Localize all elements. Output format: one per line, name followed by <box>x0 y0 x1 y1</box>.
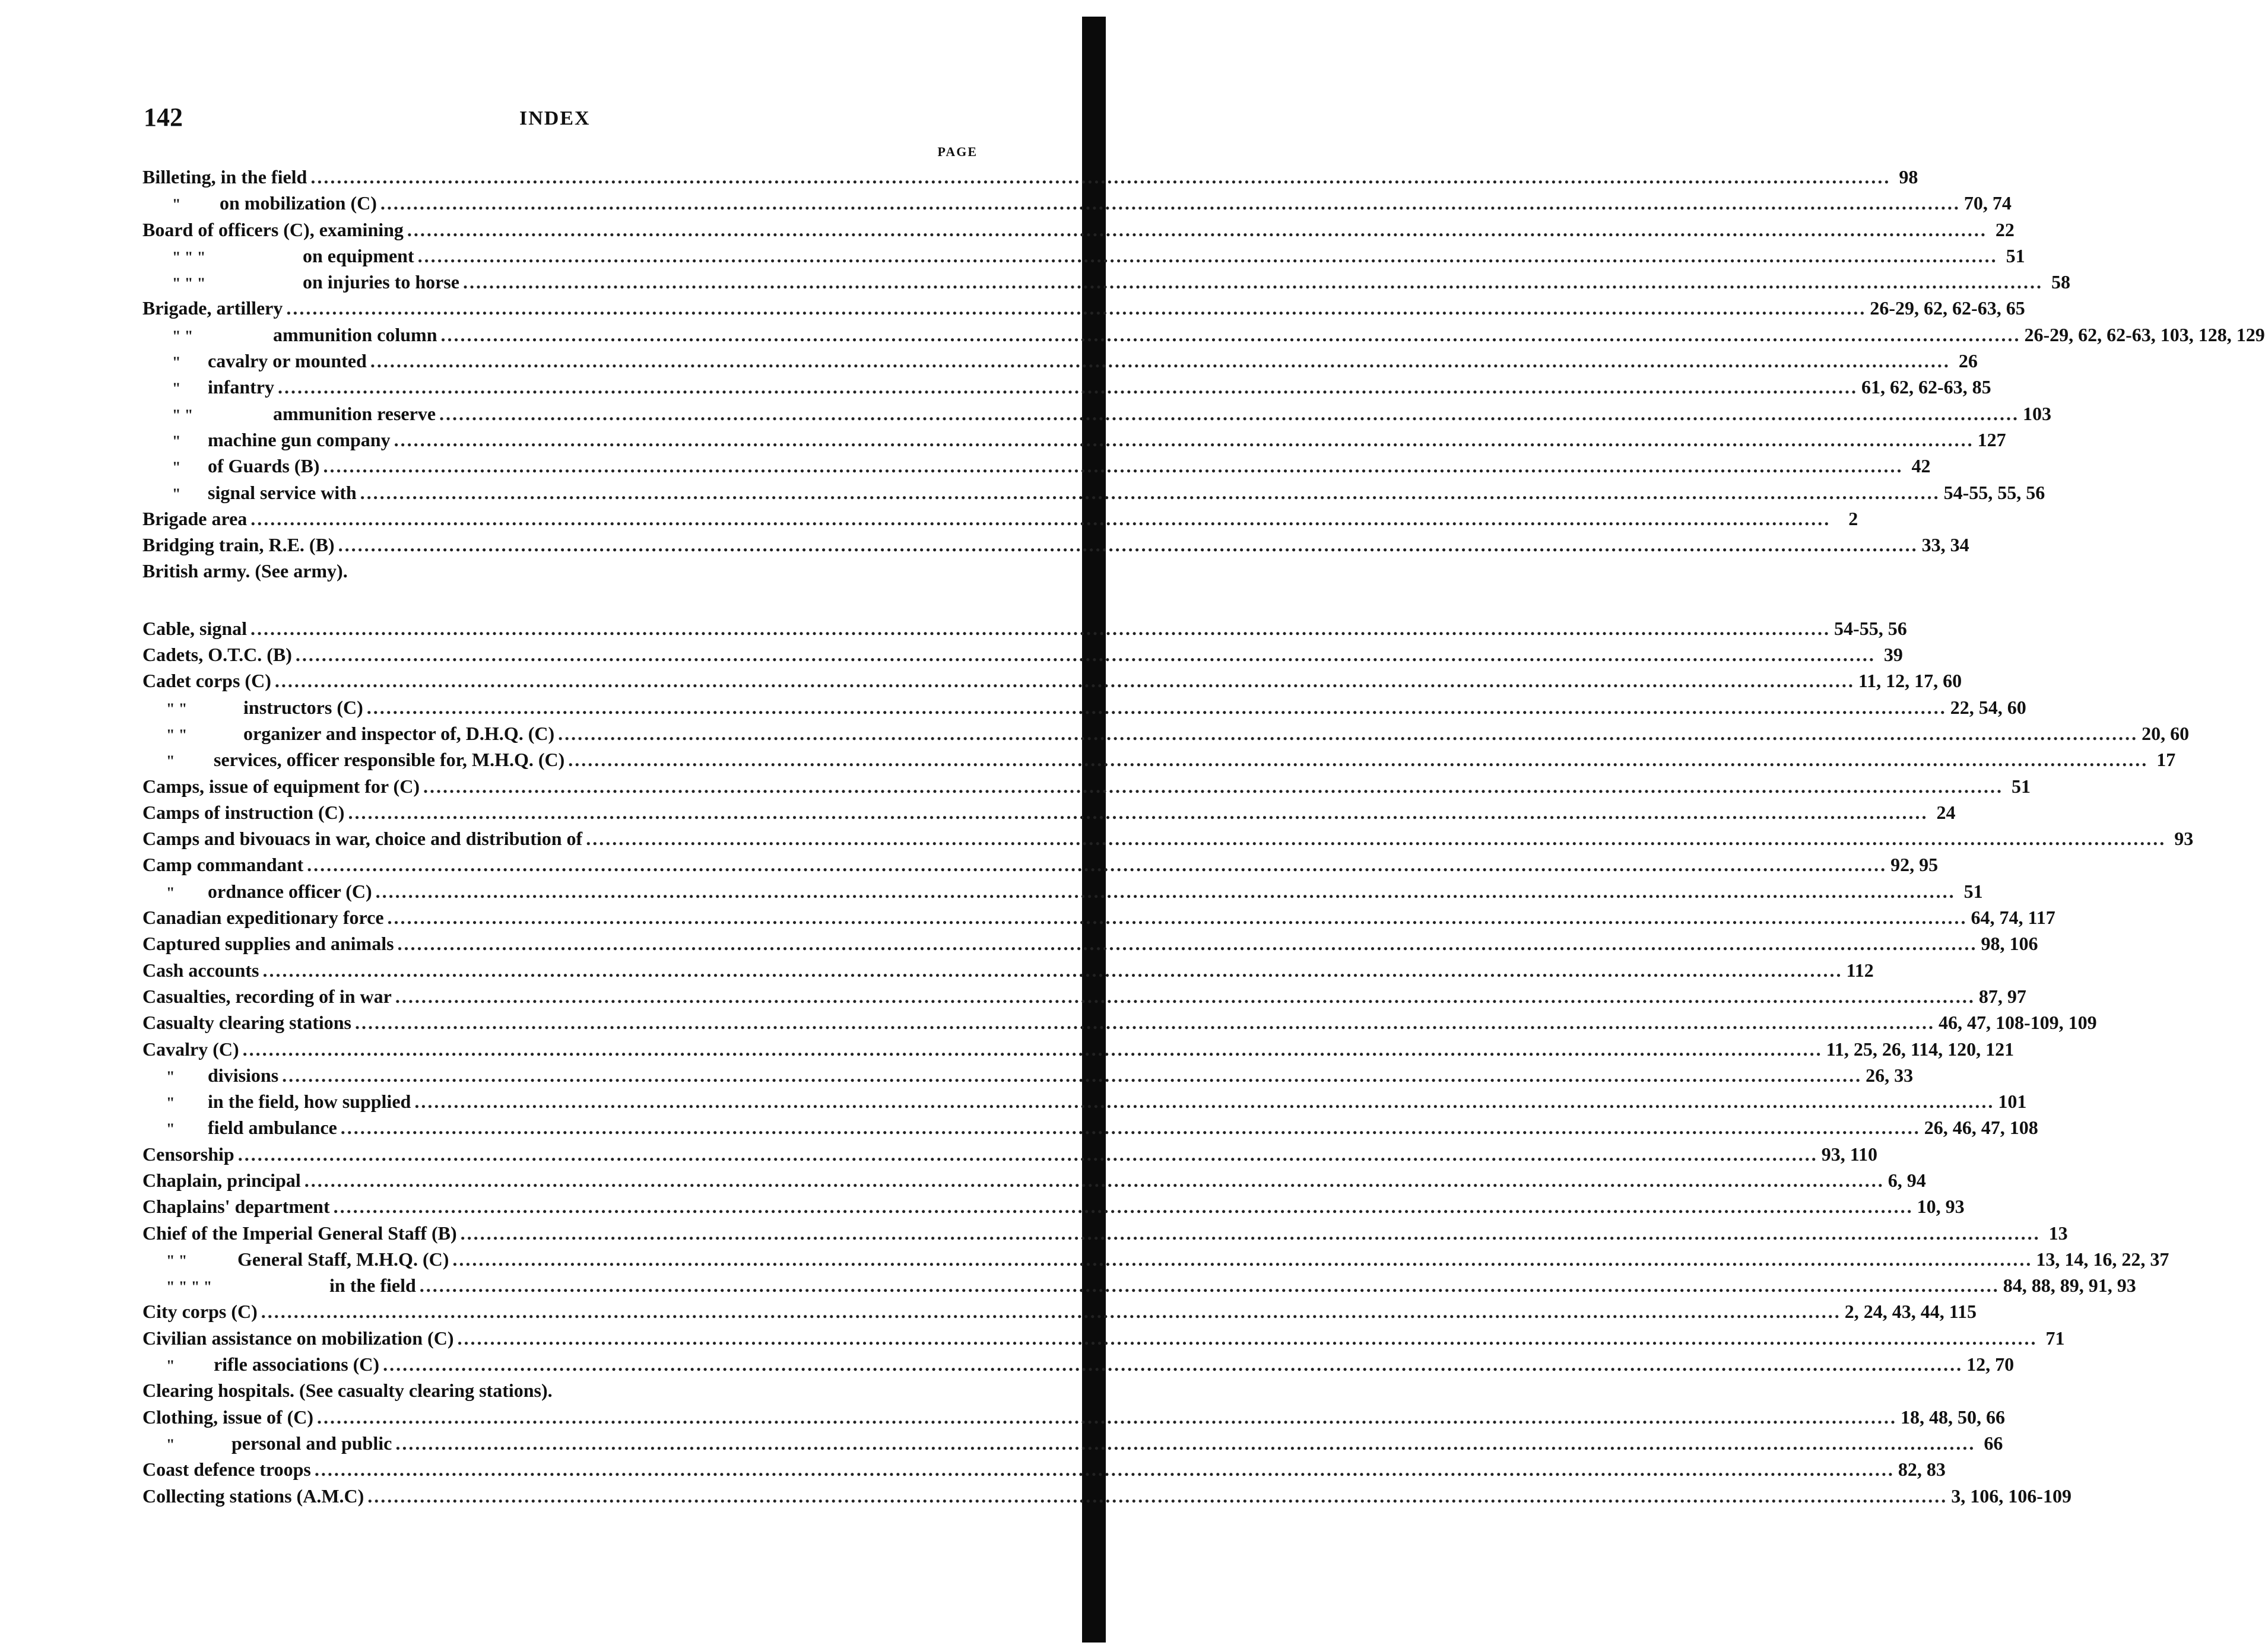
dot-leader <box>296 644 1876 666</box>
dot-leader <box>380 192 1961 214</box>
dot-leader <box>414 1091 1994 1113</box>
ditto-marks: " <box>166 1435 175 1453</box>
ditto-marks: " <box>172 196 181 214</box>
dot-leader <box>461 1222 2041 1244</box>
page-references: 51 <box>2006 244 2025 266</box>
index-term: Board of officers (C), examining <box>142 218 404 240</box>
ditto-marks: " <box>172 432 181 450</box>
ditto-marks: " " <box>166 1251 188 1269</box>
dot-leader <box>457 1327 2037 1349</box>
dot-leader <box>568 749 2148 771</box>
index-term: Camp commandant <box>142 854 304 876</box>
index-entry <box>142 722 2190 749</box>
ditto-marks: " <box>166 752 175 770</box>
page-references: 98, 106 <box>1981 933 2038 955</box>
index-term: Chief of the Imperial General Staff (B) <box>142 1222 457 1244</box>
dot-leader <box>238 1143 1818 1165</box>
page-references: 54-55, 56 <box>1834 617 1907 639</box>
index-term: on mobilization (C) <box>220 192 377 214</box>
page-references: 66 <box>1984 1432 2003 1454</box>
dot-leader <box>463 271 2043 293</box>
index-term: Chaplain, principal <box>142 1169 301 1191</box>
index-term: British army. (See army). <box>142 560 348 582</box>
dot-leader <box>341 1117 1921 1139</box>
dot-leader <box>317 1406 1897 1428</box>
index-term: ammunition reserve <box>273 402 436 424</box>
index-term: Casualties, recording of in war <box>142 985 392 1007</box>
index-term: City corps (C) <box>142 1301 258 1323</box>
index-entry <box>142 1459 1946 1485</box>
index-entry <box>142 1354 2015 1380</box>
ditto-marks: " <box>166 1357 175 1375</box>
index-entry <box>142 907 2055 933</box>
page-references: 17 <box>2156 749 2176 771</box>
ditto-marks: " " <box>172 406 193 424</box>
index-term: Civilian assistance on mobilization (C) <box>142 1327 454 1349</box>
page-references: 26-29, 62, 62-63, 103, 128, 129 <box>2024 323 2265 345</box>
page-references: 98 <box>1899 166 1918 188</box>
index-entry <box>142 985 2026 1012</box>
page-references: 71 <box>2045 1327 2065 1349</box>
index-term: on equipment <box>303 244 414 266</box>
index-term: Censorship <box>142 1143 234 1165</box>
index-term: Bridging train, R.E. (B) <box>142 534 335 556</box>
dot-leader <box>440 324 2020 346</box>
ditto-marks: " " <box>166 726 188 744</box>
dot-leader <box>338 534 1918 556</box>
page-references: 93, 110 <box>1821 1143 1877 1165</box>
index-entry <box>142 376 1991 402</box>
index-term: field ambulance <box>208 1117 337 1139</box>
index-entry <box>142 534 1969 560</box>
index-entry <box>142 455 1931 481</box>
page-references: 20, 60 <box>2142 722 2190 744</box>
page-references: 46, 47, 108-109, 109 <box>1939 1012 2097 1034</box>
index-entry <box>142 1406 2006 1432</box>
index-term: Canadian expeditionary force <box>142 907 384 929</box>
index-entry <box>142 297 2025 323</box>
page-references: 13 <box>2048 1222 2068 1244</box>
index-entry <box>142 1327 2065 1354</box>
dot-leader <box>261 1301 1841 1323</box>
page-number: 142 <box>144 103 183 132</box>
dot-leader <box>243 1038 1823 1060</box>
page-references: 101 <box>1998 1091 2027 1113</box>
page-references: 54-55, 55, 56 <box>1943 481 2045 503</box>
dot-leader <box>367 697 1947 719</box>
running-head: INDEX <box>519 107 591 129</box>
index-term: Collecting stations (A.M.C) <box>142 1485 364 1507</box>
page-references: 42 <box>1911 455 1931 477</box>
ditto-marks: " <box>166 884 175 901</box>
index-entry <box>142 507 1858 534</box>
index-term: infantry <box>208 376 274 398</box>
index-term: Coast defence troops <box>142 1459 311 1481</box>
index-term: Chaplains' department <box>142 1196 330 1218</box>
index-entry <box>142 218 2015 245</box>
index-entry <box>142 1143 1877 1170</box>
index-entry <box>142 560 979 586</box>
dot-leader <box>395 1432 1975 1454</box>
index-entry <box>142 350 1978 376</box>
index-entry <box>142 1169 1926 1196</box>
page-references: 51 <box>2011 775 2031 797</box>
ditto-marks: " " " <box>172 275 206 293</box>
page-references: 11, 25, 26, 114, 120, 121 <box>1826 1038 2015 1060</box>
page-references: 18, 48, 50, 66 <box>1901 1406 2006 1428</box>
index-entry <box>142 959 1874 986</box>
index-entry <box>142 749 2176 775</box>
index-entry <box>142 402 2052 429</box>
dot-leader <box>367 1485 1947 1507</box>
ditto-marks: " " " " <box>166 1278 212 1296</box>
index-term: Cable, signal <box>142 617 248 639</box>
index-term: instructors (C) <box>243 696 363 718</box>
dot-leader <box>558 723 2138 745</box>
index-entry <box>142 1091 2027 1117</box>
ditto-marks: " " <box>172 327 193 345</box>
index-term: divisions <box>208 1064 279 1086</box>
index-entry <box>142 1196 1965 1222</box>
index-entry <box>142 1038 2015 1065</box>
ditto-marks: " <box>166 1068 175 1085</box>
index-entry <box>142 271 2070 297</box>
index-entry <box>142 1222 2068 1248</box>
page-references: 22, 54, 60 <box>1950 696 2026 718</box>
dot-leader <box>420 1275 2000 1297</box>
index-entry <box>142 1275 2136 1301</box>
page-references: 24 <box>1936 801 1956 823</box>
index-term: Billeting, in the field <box>142 166 307 188</box>
index-term: organizer and inspector of, D.H.Q. (C) <box>243 722 555 744</box>
index-term: Casualty clearing stations <box>142 1012 351 1034</box>
dot-leader <box>307 854 1887 876</box>
index-term: machine gun company <box>208 428 391 450</box>
dot-leader <box>370 350 1950 372</box>
index-entry <box>142 1064 1914 1091</box>
dot-leader <box>250 618 1831 640</box>
index-term: Cavalry (C) <box>142 1038 239 1060</box>
page-references: 93 <box>2174 828 2194 850</box>
dot-leader <box>334 1196 1914 1218</box>
dot-leader <box>262 960 1842 981</box>
dot-leader <box>275 670 1855 692</box>
index-entry <box>142 828 2194 854</box>
index-term: Camps and bivouacs in war, choice and distribution of <box>142 828 583 850</box>
index-entries <box>142 166 2265 1511</box>
page-references: 22 <box>1995 218 2015 240</box>
index-entry <box>142 481 2045 508</box>
index-term: rifle associations (C) <box>214 1354 380 1375</box>
index-entry <box>142 1380 979 1406</box>
dot-leader <box>355 1012 1935 1034</box>
index-term: General Staff, M.H.Q. (C) <box>237 1248 449 1270</box>
dot-leader <box>388 907 1968 929</box>
dot-leader <box>418 245 1998 267</box>
index-entry <box>142 166 1918 192</box>
index-entry <box>142 1301 1977 1327</box>
page-references: 6, 94 <box>1888 1169 1926 1191</box>
page-references: 10, 93 <box>1917 1196 1965 1218</box>
index-term: on injuries to horse <box>303 271 459 293</box>
page-references: 127 <box>1977 428 2006 450</box>
index-term: in the field, how supplied <box>208 1091 411 1113</box>
page-references: 61, 62, 62-63, 85 <box>1861 376 1991 398</box>
page-references: 33, 34 <box>1921 534 1969 556</box>
page-references: 82, 83 <box>1898 1459 1946 1481</box>
dot-leader <box>282 1065 1862 1086</box>
index-entry <box>142 933 2038 959</box>
index-term: Cadets, O.T.C. (B) <box>142 644 292 666</box>
dot-leader <box>304 1170 1885 1192</box>
index-entry <box>142 880 1983 907</box>
page-references: 51 <box>1963 880 1983 902</box>
index-entry <box>142 854 1939 880</box>
index-entry <box>142 428 2006 455</box>
index-entry <box>142 1485 2072 1511</box>
index-entry <box>142 1248 2169 1275</box>
page-references: 26 <box>1958 350 1978 372</box>
ditto-marks: " <box>172 380 181 398</box>
dot-leader <box>586 828 2166 850</box>
index-entry <box>142 1432 2003 1459</box>
index-entry <box>142 696 2026 723</box>
index-term: ammunition column <box>273 323 437 345</box>
dot-leader <box>315 1459 1895 1481</box>
page-references: 11, 12, 17, 60 <box>1858 670 1962 692</box>
page-references: 70, 74 <box>1963 192 2012 214</box>
dot-leader <box>398 933 1978 955</box>
dot-leader <box>395 986 1975 1008</box>
index-term: Clothing, issue of (C) <box>142 1406 314 1428</box>
dot-leader <box>360 482 1940 504</box>
dot-leader <box>383 1354 1963 1375</box>
page-references: 3, 106, 106-109 <box>1951 1485 2072 1507</box>
dot-leader <box>439 403 2019 425</box>
page-references: 2 <box>1848 507 1858 529</box>
page-references: 64, 74, 117 <box>1971 907 2055 929</box>
index-term: personal and public <box>231 1432 392 1454</box>
page-references: 103 <box>2023 402 2052 424</box>
page-column-heading: PAGE <box>937 144 978 159</box>
page-references: 26-29, 62, 62-63, 65 <box>1870 297 2025 319</box>
index-entry <box>142 1012 2097 1038</box>
page-references: 58 <box>2051 271 2070 293</box>
dot-leader <box>394 429 1974 451</box>
index-term: Cash accounts <box>142 959 259 981</box>
index-term: in the field <box>329 1275 416 1297</box>
ditto-marks: " " " <box>172 248 206 266</box>
ditto-marks: " <box>172 485 181 503</box>
index-entry <box>142 801 1956 828</box>
page-references: 112 <box>1846 959 1874 981</box>
index-term: Camps of instruction (C) <box>142 801 345 823</box>
dot-leader <box>376 881 1956 903</box>
page-references: 84, 88, 89, 91, 93 <box>2003 1275 2136 1297</box>
ditto-marks: " <box>166 1094 175 1112</box>
index-term: Clearing hospitals. (See casualty clearing stations). <box>142 1380 553 1402</box>
ditto-marks: " <box>166 1120 175 1138</box>
index-entry <box>142 323 2265 350</box>
dot-leader <box>348 802 1928 824</box>
page-references: 26, 33 <box>1866 1064 1914 1086</box>
index-term: Brigade area <box>142 507 248 529</box>
page-references: 2, 24, 43, 44, 115 <box>1844 1301 1977 1323</box>
index-term: services, officer responsible for, M.H.Q. (C) <box>214 749 565 771</box>
index-entry <box>142 617 1907 644</box>
dot-leader <box>286 297 1866 319</box>
index-term: of Guards (B) <box>208 455 320 477</box>
index-term: Cadet corps (C) <box>142 670 271 692</box>
index-entry <box>142 775 2031 802</box>
index-term: Camps, issue of equipment for (C) <box>142 775 420 797</box>
index-entry <box>142 244 2025 271</box>
ditto-marks: " <box>172 354 181 371</box>
page-references: 87, 97 <box>1978 985 2026 1007</box>
ditto-marks: " " <box>166 700 188 717</box>
dot-leader <box>407 219 1987 241</box>
index-term: signal service with <box>208 481 357 503</box>
index-entry <box>142 192 2012 218</box>
dot-leader <box>250 508 1831 530</box>
dot-leader <box>452 1248 2032 1270</box>
page-references: 13, 14, 16, 22, 37 <box>2036 1248 2169 1270</box>
index-term: Brigade, artillery <box>142 297 283 319</box>
page-references: 26, 46, 47, 108 <box>1924 1117 2038 1139</box>
index-term: Captured supplies and animals <box>142 933 394 955</box>
index-term: ordnance officer (C) <box>208 880 372 902</box>
index-entry <box>142 644 1903 670</box>
dot-leader <box>310 166 1890 188</box>
index-entry <box>142 1117 2038 1143</box>
page-references: 12, 70 <box>1966 1354 2015 1375</box>
ditto-marks: " <box>172 459 181 476</box>
index-term: cavalry or mounted <box>208 350 367 372</box>
index-entry <box>142 670 1962 696</box>
dot-leader <box>323 455 1903 477</box>
dot-leader <box>278 376 1858 398</box>
page-references: 92, 95 <box>1890 854 1939 876</box>
page-references: 39 <box>1883 644 1903 666</box>
dot-leader <box>423 776 2003 798</box>
